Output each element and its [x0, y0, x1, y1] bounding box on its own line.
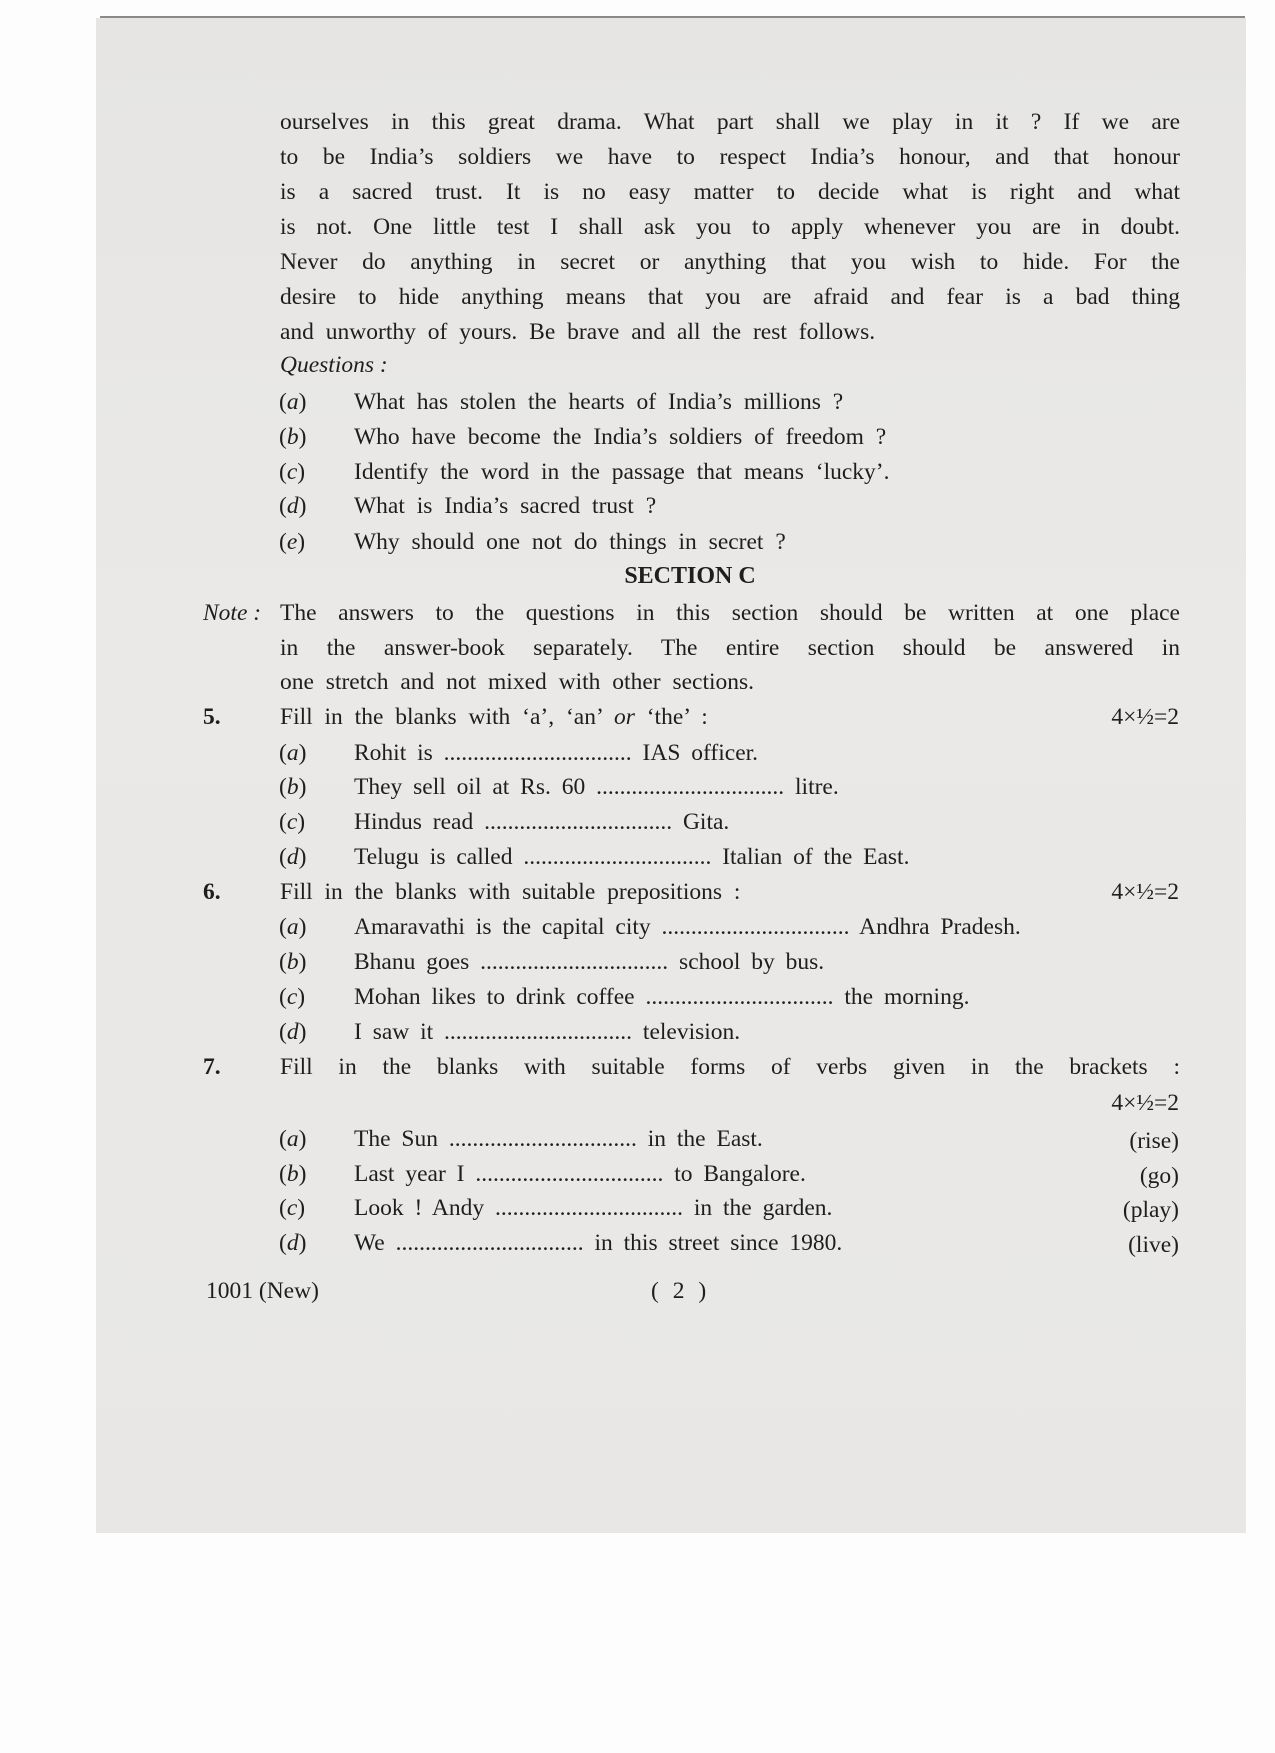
item-label: (b): [279, 1161, 307, 1187]
question-text: Identify the word in the passage that means ‘lucky’.: [354, 459, 890, 485]
blank-item: I saw it ................................ television.: [354, 1019, 741, 1045]
questions-heading: Questions :: [280, 352, 388, 378]
item-label: (d): [279, 1230, 307, 1256]
verb-hint: (live): [1128, 1232, 1179, 1258]
question-label: (e): [279, 529, 306, 555]
passage-line: to be India’s soldiers we have to respect India’s honour, and that honour: [280, 144, 1180, 170]
paper-code: 1001 (New): [206, 1278, 319, 1304]
passage-last-line: and unworthy of yours. Be brave and all the rest follows.: [280, 319, 876, 345]
question-text: What has stolen the hearts of India’s millions ?: [354, 389, 844, 415]
note-last-line: one stretch and not mixed with other sections.: [280, 669, 755, 695]
blank-item: Amaravathi is the capital city ................................ Andhra Pradesh.: [354, 914, 1021, 940]
question-prompt: Fill in the blanks with suitable prepositions :: [280, 879, 741, 905]
item-label: (d): [279, 1019, 307, 1045]
item-label: (a): [279, 914, 307, 940]
passage-line: ourselves in this great drama. What part shall we play in it ? If we are: [280, 109, 1180, 135]
blank-item: Bhanu goes ................................ school by bus.: [354, 949, 825, 975]
blank-item: We ................................ in this street since 1980.: [354, 1230, 843, 1256]
question-marks: 4×½=2: [1111, 1090, 1179, 1116]
item-label: (c): [279, 1195, 306, 1221]
blank-item: They sell oil at Rs. 60 ................................ litre.: [354, 774, 839, 800]
question-marks: 4×½=2: [1111, 879, 1179, 905]
verb-hint: (go): [1139, 1163, 1179, 1189]
question-label: (b): [279, 424, 307, 450]
item-label: (c): [279, 809, 306, 835]
item-label: (a): [279, 740, 307, 766]
verb-hint: (rise): [1129, 1128, 1179, 1154]
question-text: Who have become the India’s soldiers of freedom ?: [354, 424, 887, 450]
question-text: Why should one not do things in secret ?: [354, 529, 786, 555]
verb-hint: (play): [1122, 1197, 1179, 1223]
item-label: (b): [279, 774, 307, 800]
question-label: (a): [279, 389, 307, 415]
note-line: in the answer-book separately. The entire section should be answered in: [280, 635, 1180, 661]
note-line: The answers to the questions in this section should be written at one place: [280, 600, 1180, 626]
passage-line: is not. One little test I shall ask you to apply whenever you are in doubt.: [280, 214, 1180, 240]
question-number: 5.: [203, 704, 221, 730]
question-number: 7.: [203, 1054, 221, 1080]
question-prompt: Fill in the blanks with ‘a’, ‘an’ or ‘the’ :: [280, 704, 708, 730]
section-heading: SECTION C: [624, 563, 756, 589]
item-label: (c): [279, 984, 306, 1010]
question-text: What is India’s sacred trust ?: [354, 493, 657, 519]
question-number: 6.: [203, 879, 221, 905]
passage-line: is a sacred trust. It is no easy matter to decide what is right and what: [280, 179, 1180, 205]
blank-item: Look ! Andy ................................ in the garden.: [354, 1195, 833, 1221]
blank-item: Last year I ................................ to Bangalore.: [354, 1161, 806, 1187]
passage-line: desire to hide anything means that you are afraid and fear is a bad thing: [280, 284, 1180, 310]
blank-item: Telugu is called ................................ Italian of the East.: [354, 844, 910, 870]
page-number: ( 2 ): [651, 1278, 707, 1304]
question-prompt: Fill in the blanks with suitable forms of verbs given in the brackets :: [280, 1054, 1180, 1080]
question-marks: 4×½=2: [1111, 704, 1179, 730]
passage-line: Never do anything in secret or anything that you wish to hide. For the: [280, 249, 1180, 275]
question-label: (c): [279, 459, 306, 485]
item-label: (b): [279, 949, 307, 975]
item-label: (d): [279, 844, 307, 870]
item-label: (a): [279, 1126, 307, 1152]
question-label: (d): [279, 493, 307, 519]
blank-item: The Sun ................................ in the East.: [354, 1126, 763, 1152]
blank-item: Rohit is ................................ IAS officer.: [354, 740, 759, 766]
blank-item: Hindus read ................................ Gita.: [354, 809, 730, 835]
blank-item: Mohan likes to drink coffee ................................ the morning.: [354, 984, 970, 1010]
note-label: Note :: [203, 600, 262, 626]
scan-top-edge: [100, 16, 1245, 18]
